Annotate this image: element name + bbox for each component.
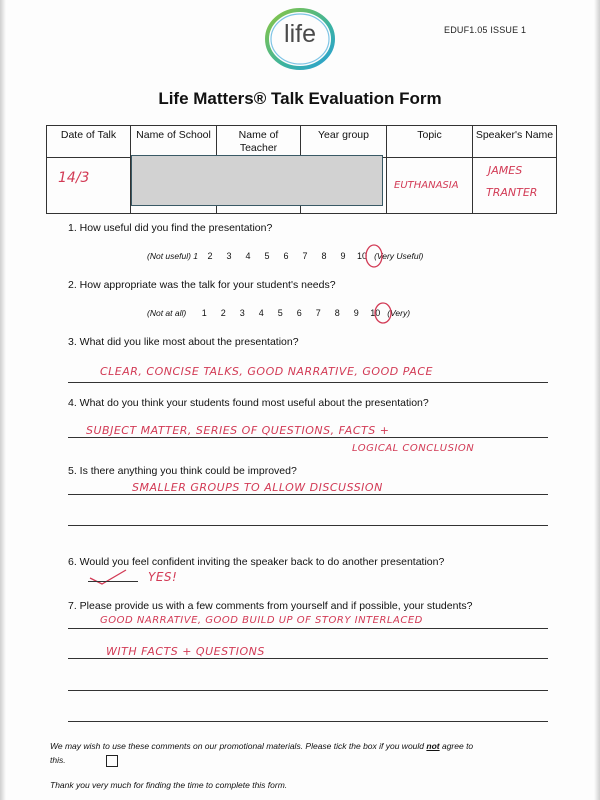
answer-7-handwritten-line2: WITH FACTS + QUESTIONS [106,645,265,658]
header-year-group: Year group [301,126,387,158]
consent-emphasis: not [426,741,440,751]
question-5: 5. Is there anything you think could be improved? [68,465,297,477]
rating-option[interactable]: 3 [239,308,245,318]
rating-option[interactable]: 7 [302,251,308,261]
life-logo [263,6,337,72]
question-3: 3. What did you like most about the presentation? [68,336,299,348]
question-2: 2. How appropriate was the talk for your student's needs? [68,279,336,291]
answer-4-handwritten-line1: SUBJECT MATTER, SERIES OF QUESTIONS, FACTS + [86,424,390,437]
rating-option[interactable]: 5 [264,251,270,261]
logo-text: life [284,20,316,48]
scale2-low-label: (Not at all) [147,308,187,318]
document-reference: EDUF1.05 ISSUE 1 [444,25,527,35]
rating-option[interactable]: 3 [226,251,232,261]
answer-line[interactable] [68,437,548,438]
header-name-of-school: Name of School [131,126,217,158]
answer-line[interactable] [68,690,548,691]
rating-option[interactable]: 10 [357,251,368,261]
answer-line[interactable] [68,628,548,629]
answer-7-handwritten-line1: GOOD NARRATIVE, GOOD BUILD UP OF STORY INTERLACED [100,615,423,626]
rating-option[interactable]: 7 [315,308,321,318]
rating-option[interactable]: 1 [201,308,207,318]
scan-edge-left [0,0,6,800]
consent-text-line2: this. [50,755,66,765]
selected-circle-icon [363,243,385,269]
speaker-handwritten-line2: TRANTER [486,186,538,199]
header-date-of-talk: Date of Talk [47,126,131,158]
form-title: Life Matters® Talk Evaluation Form [158,89,442,108]
rating-option[interactable]: 8 [334,308,340,318]
scale2-high-label: (Very) [387,308,411,318]
answer-4-handwritten-line2: LOGICAL CONCLUSION [352,443,475,454]
thank-you-note: Thank you very much for finding the time to complete this form. [50,780,288,790]
selected-circle-icon [372,300,394,326]
answer-line[interactable] [88,581,138,582]
header-topic: Topic [387,126,473,158]
consent-text-post: agree to [439,741,474,751]
consent-note [50,739,560,767]
question-1: 1. How useful did you find the presentation? [68,222,273,234]
scale1-high-label: (Very Useful) [374,251,424,261]
rating-option[interactable]: 2 [220,308,226,318]
scan-edge-right [594,0,600,800]
answer-line[interactable] [68,658,548,659]
header-speakers-name: Speaker's Name [473,126,557,158]
rating-option[interactable]: 9 [353,308,359,318]
rating-option[interactable]: 10 [370,308,381,318]
answer-line[interactable] [68,382,548,383]
scale1-low-label: (Not useful) 1 [147,251,199,261]
answer-6-handwritten: YES! [148,570,178,584]
answer-3-handwritten: CLEAR, CONCISE TALKS, GOOD NARRATIVE, GOOD PACE [100,365,433,378]
header-name-of-teacher: Name of Teacher [217,126,301,158]
rating-option[interactable]: 5 [277,308,283,318]
rating-option[interactable]: 6 [283,251,289,261]
consent-text-pre: We may wish to use these comments on our promotional materials. Please tick the box if you would [50,741,427,751]
rating-scale-2 [147,308,410,318]
rating-option[interactable]: 2 [207,251,213,261]
rating-option[interactable]: 4 [258,308,264,318]
question-4: 4. What do you think your students found most useful about the presentation? [68,397,429,409]
rating-option[interactable]: 4 [245,251,251,261]
rating-option[interactable]: 8 [321,251,327,261]
rating-option[interactable]: 9 [340,251,346,261]
table-header-row [47,126,557,158]
speaker-handwritten-line1: JAMES [488,164,523,177]
answer-line[interactable] [68,525,548,526]
tick-mark-icon [88,568,128,586]
question-7: 7. Please provide us with a few comments from yourself and if possible, your students? [68,600,473,612]
answer-line[interactable] [68,494,548,495]
date-handwritten: 14/3 [58,170,90,186]
rating-option[interactable]: 6 [296,308,302,318]
question-6: 6. Would you feel confident inviting the speaker back to do another presentation? [68,556,445,568]
topic-handwritten: EUTHANASIA [394,180,459,191]
redaction-box [131,155,383,206]
answer-line[interactable] [68,721,548,722]
consent-checkbox[interactable] [106,755,118,767]
answer-5-handwritten: SMALLER GROUPS TO ALLOW DISCUSSION [132,481,383,494]
